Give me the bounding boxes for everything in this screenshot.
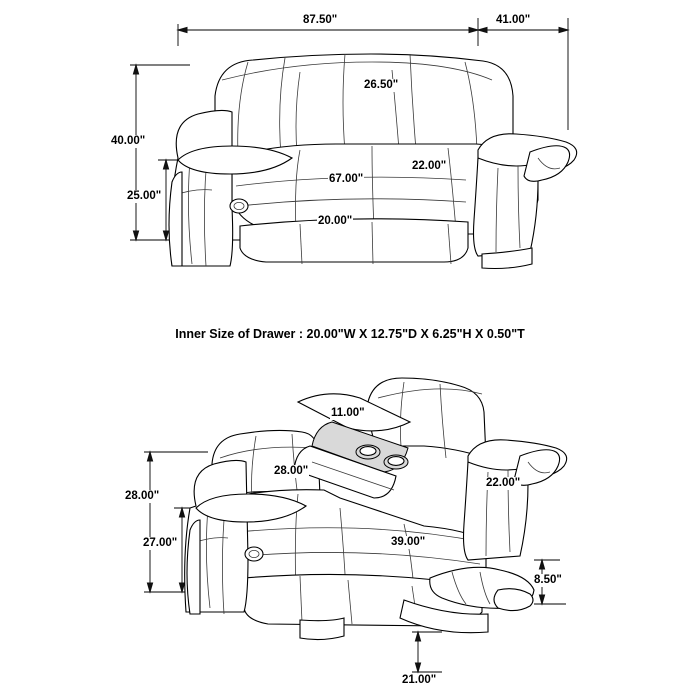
drawer-inner-size-caption: Inner Size of Drawer : 20.00"W X 12.75"D X 6.25"H X 0.50"T [175, 327, 525, 341]
dim-loveseat-seat-width: 39.00" [391, 536, 426, 548]
dim-sofa-seat-width: 67.00" [329, 173, 364, 185]
dim-loveseat-footrest-height: 8.50" [534, 574, 562, 586]
dim-console-table-width: 11.00" [331, 407, 365, 419]
dim-sofa-seat-depth: 22.00" [412, 160, 447, 172]
dim-loveseat-overall-height: 28.00" [125, 490, 160, 502]
dim-loveseat-seat-depth: 22.00" [486, 477, 521, 489]
dim-sofa-overall-height: 40.00" [111, 135, 146, 147]
dim-sofa-width-recliner-extension: 41.00" [496, 14, 531, 26]
dim-sofa-width-seating: 87.50" [303, 14, 338, 26]
dim-loveseat-footrest-depth: 21.00" [402, 674, 437, 686]
dim-sofa-seat-height: 20.00" [318, 215, 353, 227]
dim-sofa-arm-height: 25.00" [127, 190, 162, 202]
dim-sofa-back-height-inner: 26.50" [364, 79, 399, 91]
loveseat-illustration [185, 378, 567, 640]
dim-loveseat-arm-height: 27.00" [143, 537, 178, 549]
dim-loveseat-back-height-inner: 28.00" [274, 465, 309, 477]
